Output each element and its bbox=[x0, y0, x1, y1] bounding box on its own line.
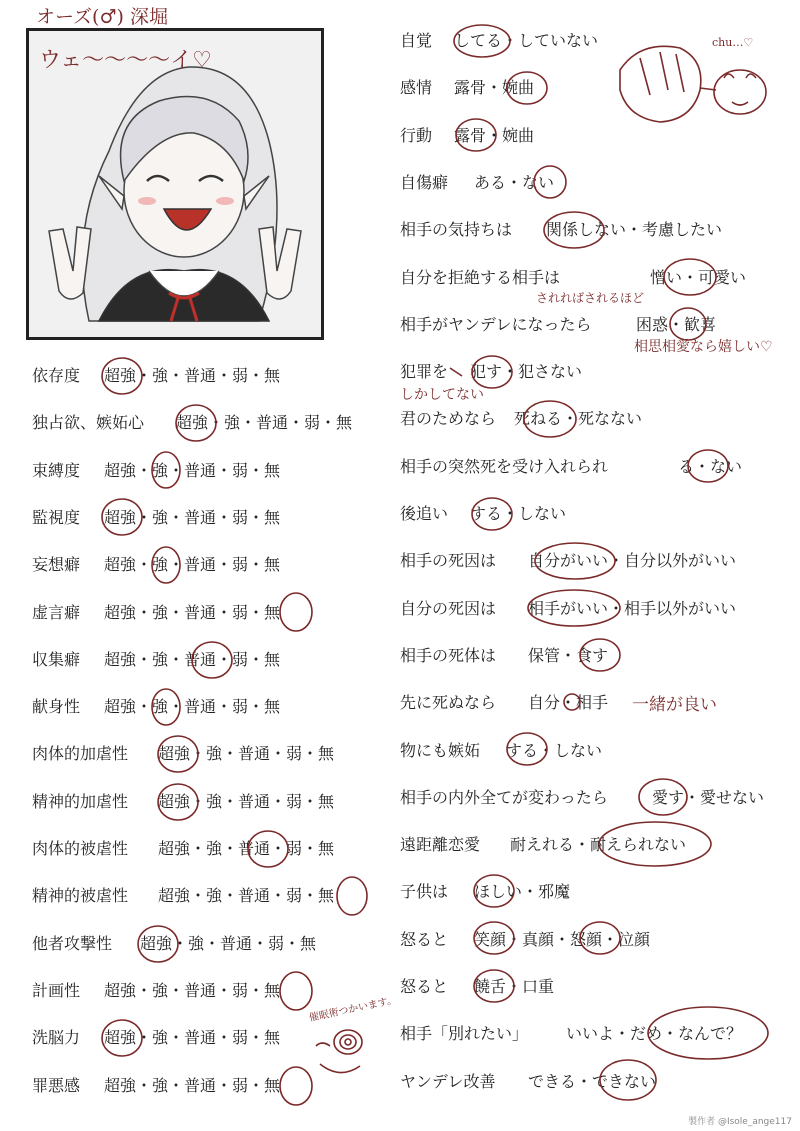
question-label: 怒ると bbox=[400, 977, 449, 996]
question-label: 後追い bbox=[400, 504, 449, 523]
question-label: 相手の死因は bbox=[400, 551, 497, 571]
shout-text: ウェ〜〜〜〜イ♡ bbox=[39, 48, 212, 73]
question-options: 犯す・犯さない bbox=[470, 362, 583, 382]
question-options: 耐えれる・耐えられない bbox=[510, 835, 687, 855]
trait-options: 超強・強・普通・弱・無 bbox=[104, 602, 281, 622]
trait-label: 収集癖 bbox=[32, 649, 81, 669]
question-options: 露骨・婉曲 bbox=[454, 125, 535, 145]
trait-options: 超強・強・普通・弱・無 bbox=[104, 980, 281, 1000]
question-label: 物にも嫉妬 bbox=[400, 740, 481, 760]
question-options: 困惑・歓喜 bbox=[636, 314, 717, 334]
question-options: 関係しない・考慮したい bbox=[546, 220, 723, 240]
trait-options: 超強・強・普通・弱・無 bbox=[104, 649, 281, 669]
trait-label: 独占欲、嫉妬心 bbox=[32, 413, 145, 433]
question-label: 君のためなら bbox=[400, 409, 497, 429]
question-label: 犯罪を bbox=[400, 362, 449, 382]
question-label: 自傷癖 bbox=[400, 172, 449, 192]
note-death-order: 一緒が良い bbox=[632, 695, 717, 715]
question-options: 自分・相手 bbox=[528, 693, 609, 713]
trait-options: 超強・強・普通・弱・無 bbox=[104, 366, 281, 385]
question-label: 自覚 bbox=[400, 31, 433, 50]
question-options: 饒舌・口重 bbox=[474, 977, 555, 996]
question-options: する・しない bbox=[506, 740, 603, 760]
note-yandere: 相思相愛なら嬉しい♡ bbox=[634, 339, 773, 355]
question-label: ヤンデレ改善 bbox=[400, 1071, 496, 1091]
question-label: 遠距離恋愛 bbox=[400, 835, 481, 855]
question-options: る・ない bbox=[678, 456, 743, 476]
trait-label: 虚言癖 bbox=[32, 602, 81, 622]
note-crime: しかしてない bbox=[400, 387, 484, 403]
question-options: 愛す・愛せない bbox=[652, 787, 765, 807]
note-rejection: されればされるほど bbox=[536, 291, 645, 305]
credit-text: 製作者 @Isole_ange117 bbox=[688, 1117, 792, 1127]
trait-options: 超強・強・普通・弱・無 bbox=[158, 791, 335, 811]
question-label: 子供は bbox=[400, 882, 449, 902]
question-options: 露骨・婉曲 bbox=[454, 78, 535, 98]
question-options: 死ねる・死なない bbox=[514, 409, 643, 429]
question-label: 相手がヤンデレになったら bbox=[400, 314, 592, 334]
question-label: 感情 bbox=[400, 78, 433, 98]
question-options: いいよ・だめ・なんで？ bbox=[566, 1024, 743, 1044]
trait-label: 他者攻撃性 bbox=[32, 933, 113, 953]
question-options: 笑顔・真顔・怒顔・泣顔 bbox=[474, 929, 651, 949]
question-options: 自分がいい・自分以外がいい bbox=[528, 551, 737, 571]
trait-options: 超強・強・普通・弱・無 bbox=[104, 460, 281, 480]
trait-label: 罪悪感 bbox=[32, 1075, 81, 1095]
question-options: ほしい・邪魔 bbox=[474, 882, 571, 902]
header-title: オーズ(♂) 深堀 bbox=[36, 6, 168, 28]
trait-options: 超強・強・普通・弱・無 bbox=[158, 839, 335, 858]
trait-options: 超強・強・普通・弱・無 bbox=[104, 555, 281, 575]
trait-label: 洗脳力 bbox=[32, 1028, 81, 1048]
question-label: 相手の気持ちは bbox=[400, 220, 513, 240]
trait-label: 計画性 bbox=[32, 980, 81, 1000]
question-options: できる・できない bbox=[528, 1071, 657, 1091]
trait-label: 献身性 bbox=[32, 697, 81, 717]
trait-label: 肉体的被虐性 bbox=[32, 839, 129, 858]
question-label: 相手の突然死を受け入れられ bbox=[400, 456, 609, 476]
trait-label: 妄想癖 bbox=[32, 555, 81, 575]
question-options: 保管・食す bbox=[528, 645, 609, 665]
trait-label: 束縛度 bbox=[32, 460, 81, 480]
trait-options: 超強・強・普通・弱・無 bbox=[176, 413, 353, 433]
question-label: 相手「別れたい」 bbox=[400, 1024, 529, 1044]
note-chu: chu…♡ bbox=[712, 36, 754, 49]
trait-label: 肉体的加虐性 bbox=[32, 744, 129, 764]
question-label: 怒ると bbox=[400, 929, 449, 949]
question-label: 先に死ぬなら bbox=[400, 693, 497, 713]
question-options: してる・していない bbox=[454, 31, 599, 50]
trait-label: 精神的被虐性 bbox=[32, 886, 129, 906]
trait-options: 超強・強・普通・弱・無 bbox=[140, 933, 317, 953]
question-options: する・しない bbox=[470, 504, 567, 523]
trait-options: 超強・強・普通・弱・無 bbox=[104, 697, 281, 717]
note-hypnosis: 催眠術つかいます。 bbox=[308, 994, 398, 1025]
question-options: ある・ない bbox=[474, 172, 555, 192]
question-label: 行動 bbox=[400, 125, 433, 145]
character-illustration bbox=[29, 31, 321, 337]
question-options: 相手がいい・相手以外がいい bbox=[528, 598, 737, 618]
trait-options: 超強・強・普通・弱・無 bbox=[104, 1028, 281, 1048]
question-label: 自分を拒絶する相手は bbox=[400, 267, 561, 287]
character-portrait bbox=[26, 28, 324, 340]
trait-options: 超強・強・普通・弱・無 bbox=[104, 507, 281, 527]
question-label: 自分の死因は bbox=[400, 598, 497, 618]
trait-options: 超強・強・普通・弱・無 bbox=[158, 744, 335, 764]
trait-label: 精神的加虐性 bbox=[32, 791, 129, 811]
question-label: 相手の内外全てが変わったら bbox=[400, 787, 608, 807]
question-options: 憎い・可愛い bbox=[650, 267, 747, 287]
trait-options: 超強・強・普通・弱・無 bbox=[104, 1075, 281, 1095]
question-label: 相手の死体は bbox=[400, 645, 497, 665]
trait-label: 監視度 bbox=[32, 507, 81, 527]
trait-label: 依存度 bbox=[32, 366, 81, 385]
trait-options: 超強・強・普通・弱・無 bbox=[158, 886, 335, 906]
